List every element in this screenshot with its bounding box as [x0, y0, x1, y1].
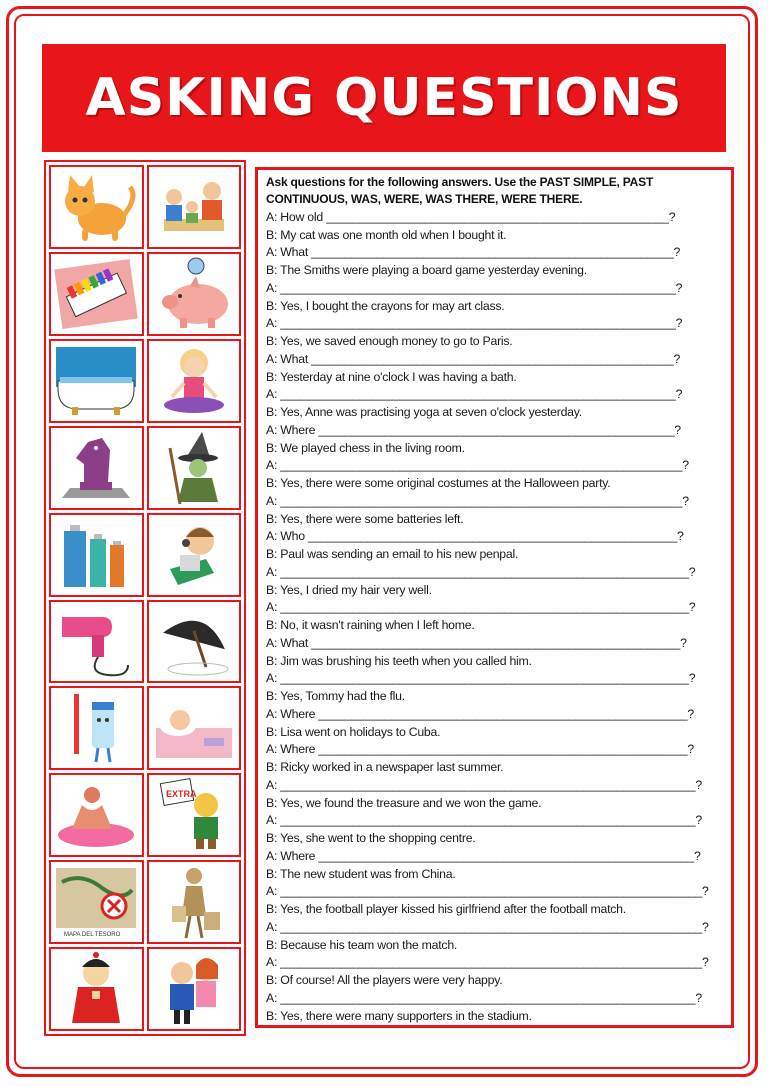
question-line: A: Where ______________________________________________________?: [266, 422, 681, 437]
question-line: A: ______________________________________________________________?: [266, 671, 696, 686]
shopping-woman-icon: [150, 862, 238, 942]
picture-treasure-map: [49, 860, 144, 944]
question-line: A: What _______________________________________________________?: [266, 245, 681, 260]
picture-shopping: [147, 860, 242, 944]
title-banner: [42, 44, 726, 152]
question-line: A: What _______________________________________________________?: [266, 351, 681, 366]
answer-line: B: Because his team won the match.: [266, 937, 458, 952]
answer-line: B: We played chess in the living room.: [266, 440, 465, 455]
dialogue-list: [266, 209, 725, 1026]
hair-dryer-icon: [52, 601, 140, 681]
question-line: A: _____________________________________________________________?: [266, 458, 689, 473]
chess-knight-icon: [52, 428, 140, 508]
answer-line: B: Yes, we saved enough money to go to Paris.: [266, 334, 513, 349]
picture-cat: [49, 165, 144, 249]
picture-toothbrush: [49, 686, 144, 770]
answer-line: B: Yes, Tommy had the flu.: [266, 689, 405, 704]
picture-witch: [147, 426, 242, 510]
picture-family-game: [147, 165, 242, 249]
answer-line: B: Paul was sending an email to his new penpal.: [266, 547, 519, 562]
question-line: A: ______________________________________________________________?: [266, 564, 696, 579]
picture-bathtub: [49, 339, 144, 423]
picture-chess: [49, 426, 144, 510]
picture-grid: [44, 160, 246, 1036]
question-line: A: _______________________________________________________________?: [266, 777, 702, 792]
answer-line: B: Yesterday at nine o'clock I was having a bath.: [266, 369, 517, 384]
extra-label: EXTRA: [165, 789, 197, 800]
map-caption: MAPA DEL TESORO: [64, 932, 121, 939]
answer-line: B: Ricky worked in a newspaper last summer.: [266, 760, 504, 775]
witch-costume-icon: [150, 428, 238, 508]
picture-sick-child: [147, 686, 242, 770]
family-board-game-icon: [150, 167, 238, 247]
beach-vacation-icon: [52, 775, 140, 855]
umbrella-icon: [150, 601, 238, 681]
crayons-icon: [52, 254, 140, 334]
answer-line: B: The Smiths were playing a board game yesterday evening.: [266, 263, 587, 278]
picture-beach: [49, 773, 144, 857]
page-title: ASKING QUESTIONS: [85, 68, 683, 128]
answer-line: B: Yes, we found the treasure and we won the game.: [266, 795, 542, 810]
answer-line: B: The new student was from China.: [266, 866, 456, 881]
answer-line: B: Yes, the football player kissed his girlfriend after the football match.: [266, 902, 626, 917]
instructions: Ask questions for the following answers. Use the PAST SIMPLE, PAST CONTINUOUS, WAS, WERE, WAS THERE, WERE THERE.: [266, 175, 654, 207]
picture-batteries: [49, 513, 144, 597]
answer-line: B: Yes, there were some batteries left.: [266, 511, 464, 526]
batteries-icon: [52, 515, 140, 595]
football-player-kiss-icon: [150, 949, 238, 1029]
question-line: A: ________________________________________________________________?: [266, 884, 709, 899]
answer-line: B: Of course! All the players were very happy.: [266, 973, 503, 988]
picture-crayons: [49, 252, 144, 336]
question-line: A: Where ________________________________________________________?: [266, 742, 694, 757]
question-line: A: What ________________________________________________________?: [266, 635, 687, 650]
question-line: A: ________________________________________________________________?: [266, 955, 709, 970]
picture-yoga: [147, 339, 242, 423]
question-line: A: Where ________________________________________________________?: [266, 706, 694, 721]
picture-hair-dryer: [49, 600, 144, 684]
question-line: A: _______________________________________________________________?: [266, 813, 702, 828]
yoga-girl-icon: [150, 341, 238, 421]
question-line: A: ____________________________________________________________?: [266, 387, 683, 402]
question-line: A: Who ________________________________________________________?: [266, 529, 684, 544]
picture-football-kiss: [147, 947, 242, 1031]
answer-line: B: Yes, she went to the shopping centre.: [266, 831, 476, 846]
chinese-student-icon: [52, 949, 140, 1029]
newspaper-boy-icon: [150, 775, 238, 855]
answer-line: B: Yes, Anne was practising yoga at seven o'clock yesterday.: [266, 405, 582, 420]
sick-child-bed-icon: [150, 688, 238, 768]
piggy-bank-icon: [150, 254, 238, 334]
question-line: A: ______________________________________________________________?: [266, 600, 696, 615]
question-line: A: ____________________________________________________________?: [266, 280, 683, 295]
picture-piggy-bank: [147, 252, 242, 336]
answer-line: B: My cat was one month old when I bought it.: [266, 227, 507, 242]
cat-icon: [52, 167, 140, 247]
answer-line: B: Yes, there were some original costumes at the Halloween party.: [266, 476, 611, 491]
picture-umbrella: [147, 600, 242, 684]
treasure-map-icon: [52, 862, 140, 942]
answer-line: B: No, it wasn't raining when I left home.: [266, 618, 475, 633]
answer-line: B: Jim was brushing his teeth when you called him.: [266, 653, 532, 668]
picture-boy-computer: [147, 513, 242, 597]
question-line: A: Where _________________________________________________________?: [266, 848, 701, 863]
question-line: A: ____________________________________________________________?: [266, 316, 683, 331]
toothbrush-icon: [52, 688, 140, 768]
exercise-box: [255, 167, 734, 1028]
answer-line: B: Yes, I dried my hair very well.: [266, 582, 432, 597]
question-line: A: ________________________________________________________________?: [266, 919, 709, 934]
question-line: A: _____________________________________________________________?: [266, 493, 689, 508]
question-line: A: _______________________________________________________________?: [266, 990, 702, 1005]
picture-newspaper-boy: [147, 773, 242, 857]
answer-line: B: Yes, I bought the crayons for may art class.: [266, 298, 505, 313]
bathtub-icon: [52, 341, 140, 421]
answer-line: B: Lisa went on holidays to Cuba.: [266, 724, 441, 739]
answer-line: B: Yes, there were many supporters in the stadium.: [266, 1008, 532, 1023]
boy-computer-icon: [150, 515, 238, 595]
question-line: A: How old ____________________________________________________?: [266, 209, 676, 224]
picture-chinese-student: [49, 947, 144, 1031]
